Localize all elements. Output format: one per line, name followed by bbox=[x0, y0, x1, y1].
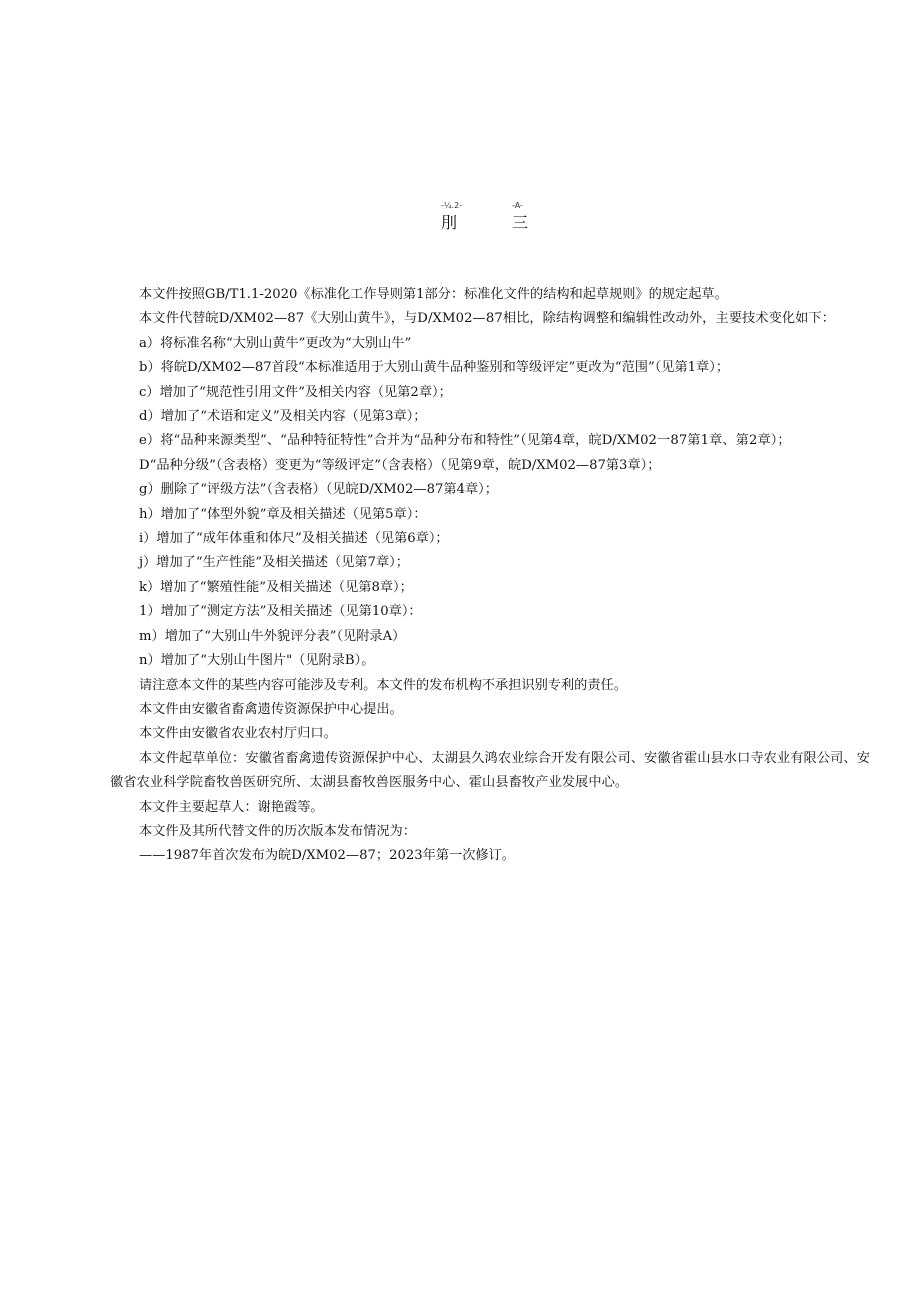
title-char-left: 刖 bbox=[441, 213, 458, 232]
title-mark-right: -A- bbox=[512, 201, 523, 210]
paragraph-proposer: 本文件由安徽省畜禽遗传资源保护中心提出。 bbox=[139, 701, 403, 717]
paragraph-version-history-intro: 本文件及其所代替文件的历次版本发布情况为： bbox=[139, 823, 416, 839]
list-item-m: m）增加了“大别山牛外貌评分表”（见附录A） bbox=[139, 628, 406, 644]
list-item-g: g）删除了“评级方法”（含表格）（见皖D/XM02—87第4章）； bbox=[139, 482, 498, 498]
list-item-n: n）增加了“大别山牛图片"（见附录B）。 bbox=[139, 653, 375, 669]
list-item-b: b）将皖D/XM02—87首段“本标准适用于大别山黄牛品种鉴别和等级评定”更改为“范围”（见第1章）； bbox=[139, 360, 730, 376]
paragraph-replacement: 本文件代替皖D/XM02—87《大别山黄牛》，与D/XM02—87相比，除结构调整和编辑性改动外，主要技术变化如下： bbox=[139, 311, 836, 327]
list-item-d: d）增加了“术语和定义”及相关内容（见第3章）； bbox=[139, 409, 427, 425]
title-mark-left: -¼.2- bbox=[441, 201, 463, 210]
list-item-i: i）增加了“成年体重和体尺”及相关描述（见第6章）； bbox=[139, 531, 449, 547]
paragraph-patent-notice: 请注意本文件的某些内容可能涉及专利。本文件的发布机构不承担识别专利的责任。 bbox=[139, 677, 627, 693]
paragraph-drafters: 本文件主要起草人：谢艳霞等。 bbox=[139, 799, 324, 815]
list-item-j: j）增加了“生产性能”及相关描述（见第7章）； bbox=[139, 555, 409, 571]
title-char-right: 三 bbox=[512, 213, 529, 232]
paragraph-drafting-units: 本文件起草单位：安徽省畜禽遗传资源保护中心、太湖县久鸿农业综合开发有限公司、安徽省霍山县水口寺农业有限公司、安徽省农业科学院畜牧兽医研究所、太湖县畜牧兽医服务中心、霍山县畜牧产业发展中心。 bbox=[110, 750, 870, 791]
foreword-title bbox=[0, 201, 920, 241]
list-item-a: a）将标准名称“大别山黄牛”更改为“大别山牛” bbox=[139, 335, 412, 351]
paragraph-version-history: ——1987年首次发布为皖D/XM02—87；2023年第一次修订。 bbox=[139, 848, 515, 864]
foreword-body bbox=[110, 283, 870, 869]
list-item-f: D“品种分级”（含表格）变更为“等级评定”（含表格）（见第9章，皖D/XM02—87第3章）； bbox=[139, 457, 661, 473]
paragraph-administrator: 本文件由安徽省农业农村厅归口。 bbox=[139, 726, 337, 742]
list-item-k: k）增加了“繁殖性能”及相关描述（见第8章）； bbox=[139, 579, 413, 595]
list-item-e: e）将“品种来源类型”、“品种特征特性”合并为“品种分布和特性”（见第4章，皖D/XM02一87第1章、第2章）； bbox=[139, 433, 791, 449]
list-item-h: h）增加了“体型外貌”章及相关描述（见第5章）： bbox=[139, 506, 427, 522]
list-item-l: 1）增加了“测定方法”及相关描述（见第10章）： bbox=[139, 604, 422, 620]
paragraph-drafting-basis: 本文件按照GB/T1.1-2020《标准化工作导则第1部分：标准化文件的结构和起草规则》的规定起草。 bbox=[139, 287, 728, 302]
list-item-c: c）增加了“规范性引用文件”及相关内容（见第2章）； bbox=[139, 384, 452, 400]
